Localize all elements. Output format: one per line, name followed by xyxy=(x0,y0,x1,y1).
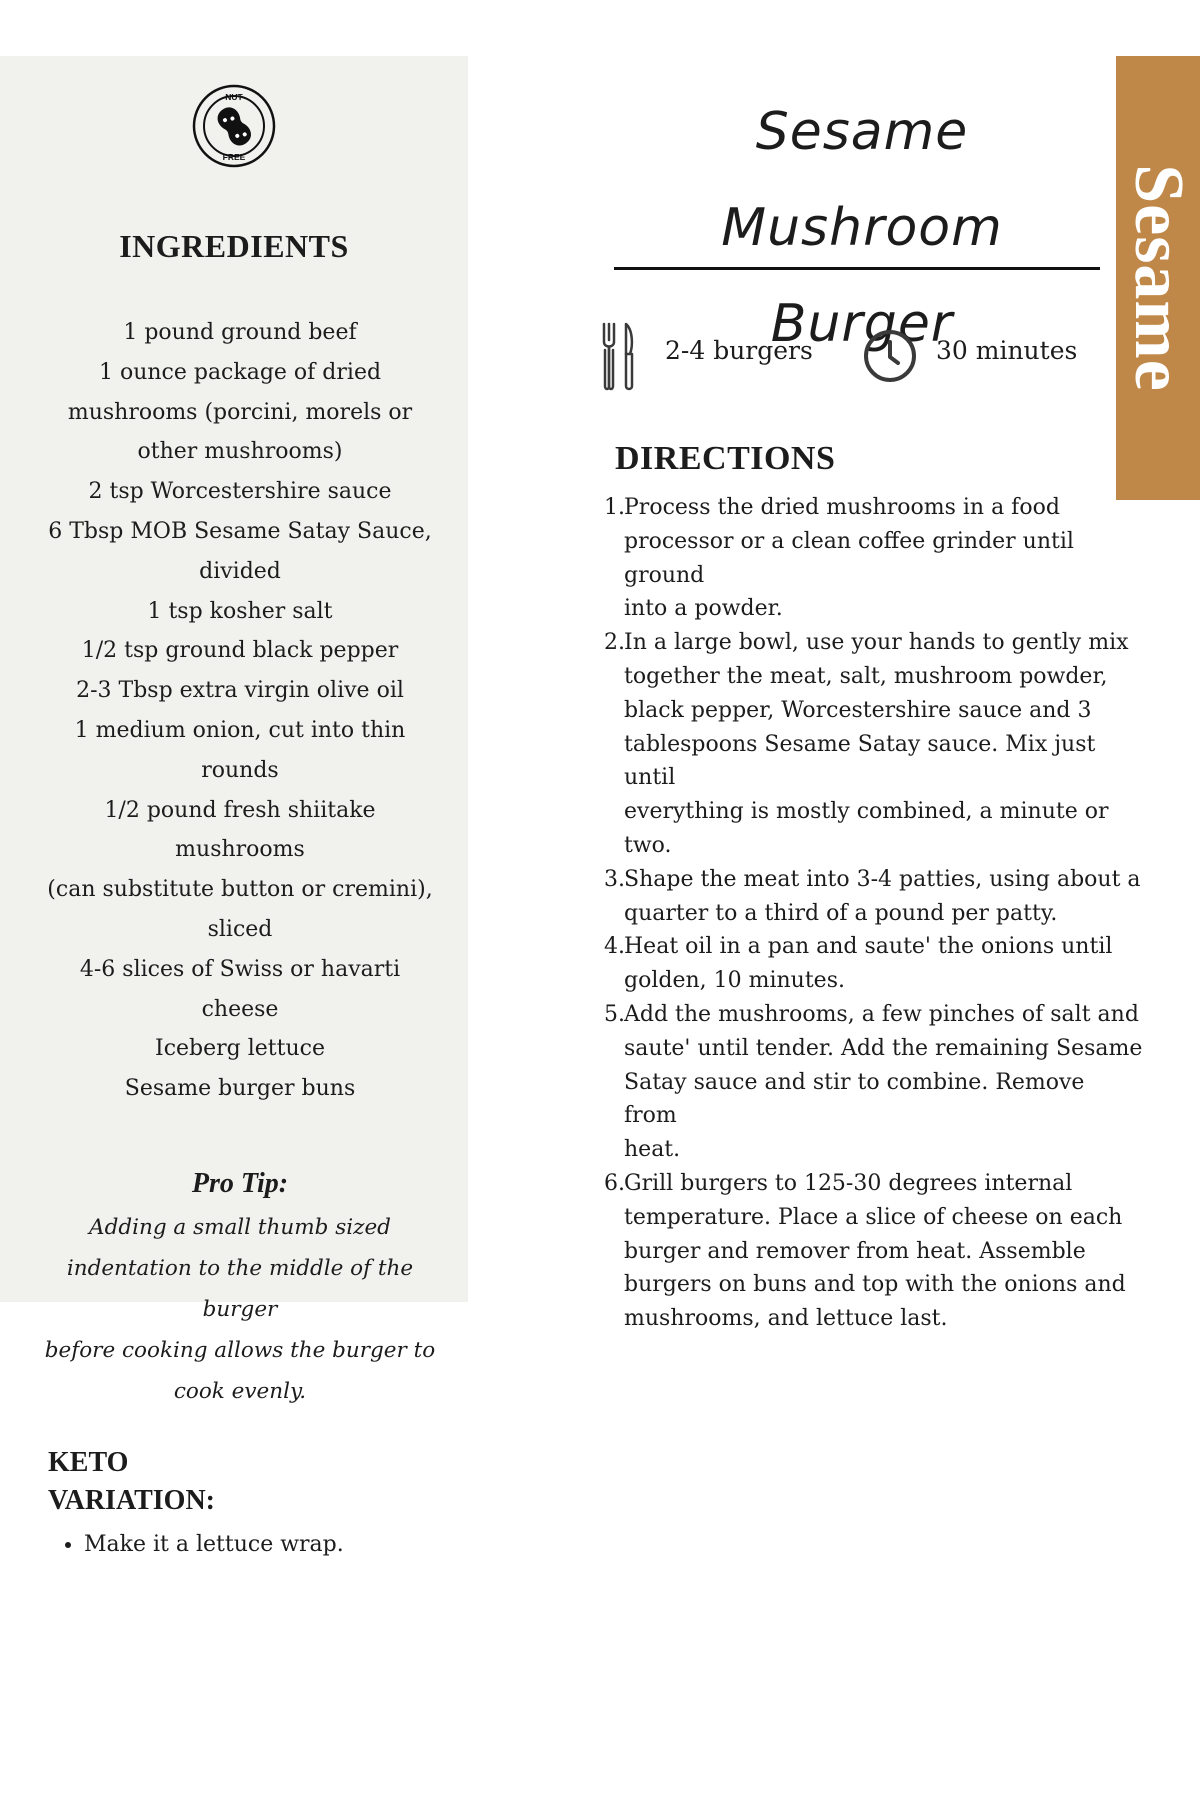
title-divider xyxy=(614,267,1100,270)
nut-free-badge xyxy=(192,84,276,168)
ingredient-line: (can substitute button or cremini), xyxy=(47,877,433,903)
ingredient-line: 1/2 tsp ground black pepper xyxy=(81,638,399,664)
step-number: 2. xyxy=(604,630,625,656)
step-line: black pepper, Worcestershire sauce and 3 xyxy=(624,697,1092,723)
step-line: heat. xyxy=(624,1137,681,1163)
step-line: temperature. Place a slice of cheese on each xyxy=(624,1204,1123,1230)
ingredient-line: rounds xyxy=(201,757,279,783)
step-number: 4. xyxy=(604,934,625,960)
step-line: burgers on buns and top with the onions and xyxy=(624,1272,1126,1298)
ingredient-line: 1/2 pound fresh shiitake mushrooms xyxy=(104,797,376,863)
direction-step xyxy=(604,491,1144,626)
ingredient-line: 2-3 Tbsp extra virgin olive oil xyxy=(76,678,404,704)
step-line: burger and remover from heat. Assemble xyxy=(624,1238,1086,1264)
direction-step xyxy=(604,930,1144,998)
ingredient-line: other mushrooms) xyxy=(137,439,343,465)
recipe-title-line: Sesame Mushroom xyxy=(721,102,1003,258)
directions-list xyxy=(604,491,1144,1336)
step-number: 5. xyxy=(604,1001,625,1027)
directions-heading: DIRECTIONS xyxy=(615,440,836,477)
step-line: together the meat, salt, mushroom powder, xyxy=(624,663,1108,689)
pro-tip-line: indentation to the middle of the burger xyxy=(66,1256,414,1322)
step-line: into a powder. xyxy=(624,596,783,622)
category-tab-label: Sesame xyxy=(1120,164,1197,392)
ingredient-line: sliced xyxy=(207,916,273,942)
step-line: golden, 10 minutes. xyxy=(624,968,845,994)
step-line: Heat oil in a pan and saute' the onions until xyxy=(624,934,1113,960)
keto-heading-line: VARIATION: xyxy=(48,1485,215,1516)
keto-item: • Make it a lettuce wrap. xyxy=(84,1529,344,1561)
pro-tip-title: Pro Tip: xyxy=(191,1168,289,1199)
badge-top-text: NUT xyxy=(225,92,243,102)
pro-tip-line: Adding a small thumb sized xyxy=(89,1215,391,1240)
ingredient-line: 1 ounce package of dried xyxy=(98,359,382,385)
recipe-title-line: Burger xyxy=(770,294,954,354)
ingredient-line: Sesame burger buns xyxy=(124,1076,356,1102)
step-number: 1. xyxy=(604,495,625,520)
pro-tip-line: cook evenly. xyxy=(173,1379,307,1404)
step-line: tablespoons Sesame Satay sauce. Mix just until xyxy=(624,731,1096,791)
step-line: Grill burgers to 125-30 degrees internal xyxy=(624,1170,1073,1196)
ingredient-line: Iceberg lettuce xyxy=(155,1036,325,1062)
fork-knife-icon xyxy=(600,320,636,392)
step-line: Satay sauce and stir to combine. Remove from xyxy=(624,1069,1085,1129)
ingredient-line: 2 tsp Worcestershire sauce xyxy=(88,479,392,505)
ingredient-line: 4-6 slices of Swiss or havarti cheese xyxy=(79,956,401,1022)
direction-step xyxy=(604,998,1144,1167)
ingredients-heading: INGREDIENTS xyxy=(119,228,349,264)
ingredient-line: 1 pound ground beef xyxy=(123,320,357,345)
ingredient-line: mushrooms (porcini, morels or xyxy=(67,399,413,425)
direction-step xyxy=(604,626,1144,863)
step-line: In a large bowl, use your hands to gently mix xyxy=(624,630,1129,656)
step-line: quarter to a third of a pound per patty. xyxy=(624,900,1058,926)
pro-tip-text xyxy=(40,1207,440,1412)
ingredient-line: 1 tsp kosher salt xyxy=(147,598,333,624)
step-line: Add the mushrooms, a few pinches of salt and xyxy=(624,1001,1139,1027)
keto-heading xyxy=(48,1444,248,1520)
ingredient-line: divided xyxy=(199,558,281,584)
step-line: processor or a clean coffee grinder until ground xyxy=(624,528,1074,588)
pro-tip-line: before cooking allows the burger to xyxy=(44,1338,436,1363)
step-number: 6. xyxy=(604,1170,625,1196)
step-line: mushrooms, and lettuce last. xyxy=(624,1306,948,1332)
step-line: saute' until tender. Add the remaining Sesame xyxy=(624,1035,1143,1061)
peanut-icon xyxy=(214,103,256,149)
keto-heading-line: KETO xyxy=(48,1447,129,1478)
step-number: 3. xyxy=(604,866,625,892)
step-line: Process the dried mushrooms in a food xyxy=(624,495,1060,520)
ingredients-list xyxy=(40,313,440,1109)
clock-icon xyxy=(862,328,918,384)
ingredient-line: 1 medium onion, cut into thin xyxy=(74,717,406,743)
ingredient-line: 6 Tbsp MOB Sesame Satay Sauce, xyxy=(48,518,432,544)
step-line: Shape the meat into 3-4 patties, using about a xyxy=(624,866,1141,892)
direction-step xyxy=(604,863,1144,931)
time-text: 30 minutes xyxy=(936,336,1078,365)
keto-list xyxy=(48,1529,344,1561)
step-line: everything is mostly combined, a minute or two. xyxy=(624,799,1109,858)
badge-bottom-text: FREE xyxy=(222,152,246,162)
servings-text: 2-4 burgers xyxy=(665,336,813,365)
direction-step xyxy=(604,1167,1144,1336)
